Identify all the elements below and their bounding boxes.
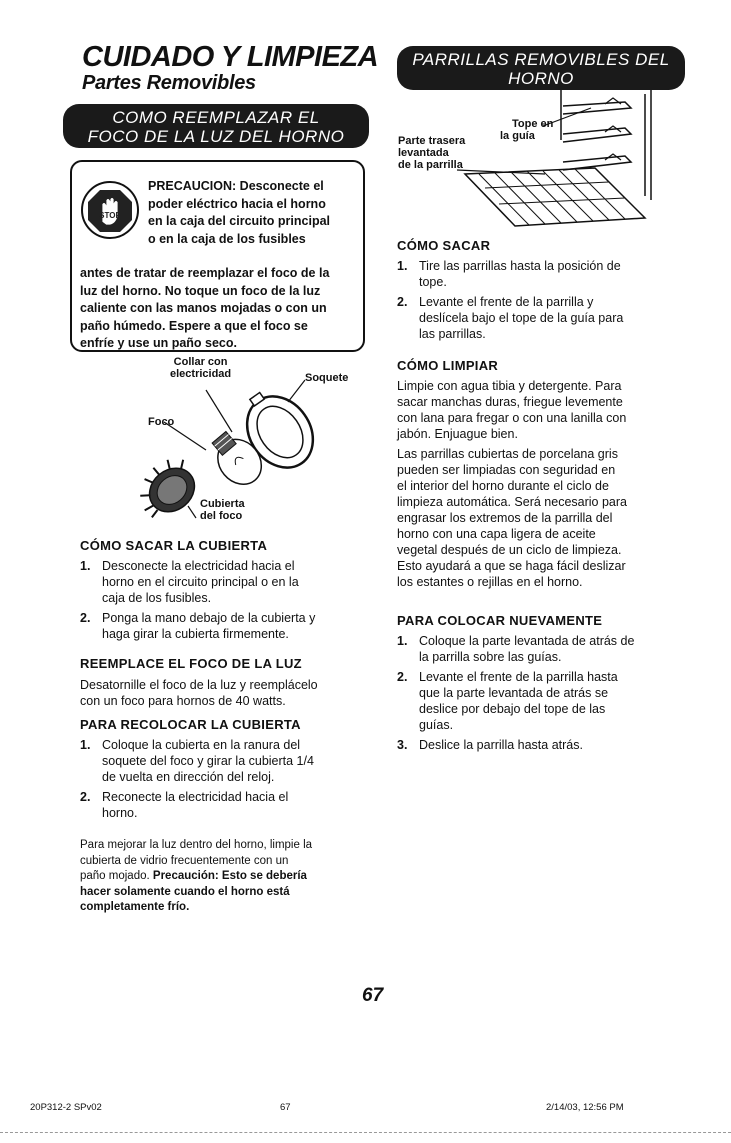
text-line: sacar manchas duras, friegue levemente: [397, 395, 623, 409]
label-line: levantada: [398, 147, 449, 159]
step-line: guías.: [419, 718, 454, 732]
step-line: Coloque la parte levantada de atrás de: [419, 634, 635, 648]
caution-line: paño húmedo. Espere a que el foco se: [80, 318, 308, 333]
list-item: [397, 294, 697, 342]
footer-divider: [0, 1132, 731, 1133]
replace-rack-heading: PARA COLOCAR NUEVAMENTE: [397, 613, 603, 628]
step-line: la parrilla sobre las guías.: [419, 650, 562, 664]
text-line: Desatornille el foco de la luz y reemplácelo: [80, 678, 318, 692]
text-line: jabón. Enjuague bien.: [397, 427, 518, 441]
clean-para-2: [397, 446, 707, 590]
step-line: que la parte levantada de atrás se: [419, 686, 609, 700]
text-line: con lana para fregar o con una lanilla con: [397, 411, 627, 425]
collar-label: [170, 356, 231, 380]
step-number: 1.: [80, 738, 91, 752]
step-number: 2.: [397, 295, 408, 309]
raised-back-label: [398, 135, 465, 171]
replace-cover-steps: [80, 737, 370, 825]
socket-label: Soquete: [305, 372, 349, 384]
banner-line: HORNO: [508, 69, 574, 88]
clean-rack-heading: CÓMO LIMPIAR: [397, 358, 499, 373]
text-line: con un foco para hornos de 40 watts.: [80, 694, 286, 708]
label-line: Collar con: [173, 356, 228, 368]
list-item: [80, 789, 370, 821]
label-line: Parte trasera: [398, 135, 466, 147]
caution-line: o en la caja de los fusibles: [148, 231, 306, 246]
caution-line: antes de tratar de reemplazar el foco de la: [80, 266, 330, 280]
caution-line: en la caja del circuito principal: [148, 214, 331, 228]
note-line: Para mejorar la luz dentro del horno, limpie la: [80, 839, 313, 851]
caution-line: enfríe y use un paño seco.: [80, 336, 237, 350]
text-line: el interior del horno durante el ciclo de: [397, 479, 609, 493]
step-line: Reconecte la electricidad hacia el: [102, 790, 289, 804]
step-line: Deslice la parrilla hasta atrás.: [419, 738, 583, 752]
banner-line: PARRILLAS REMOVIBLES DEL: [412, 50, 670, 69]
text-line: Limpie con agua tibia y detergente. Para: [397, 379, 622, 393]
remove-cover-heading: CÓMO SACAR LA CUBIERTA: [80, 538, 268, 553]
label-line: del foco: [200, 510, 243, 522]
step-line: horno.: [102, 806, 138, 820]
text-line: pueden ser limpiadas con seguridad en: [397, 463, 616, 477]
text-line: vegetal después de un ciclo de limpieza.: [397, 543, 622, 557]
caution-line: PRECAUCION: Desconecte el: [148, 179, 324, 193]
step-line: deslícela bajo el tope de la guía para: [419, 311, 624, 325]
text-line: Las parrillas cubiertas de porcelana gris: [397, 447, 618, 461]
caution-line: luz del horno. No toque un foco de la luz: [80, 283, 321, 298]
stop-sign-text: STOP: [99, 211, 121, 220]
caution-box: [70, 160, 365, 352]
list-item: [397, 737, 707, 753]
step-number: 1.: [80, 559, 91, 573]
replace-bulb-heading: REEMPLACE EL FOCO DE LA LUZ: [80, 656, 302, 671]
text-line: los estantes o rejillas en el horno.: [397, 575, 583, 589]
guide-stop-label: [500, 118, 553, 142]
replace-bulb-text: [80, 677, 375, 709]
note-line: hacer solamente cuando el horno está: [80, 885, 290, 898]
text-line: Esto ayudará a que se haga fácil deslizar: [397, 559, 626, 573]
page-title: CUIDADO Y LIMPIEZA: [82, 41, 379, 73]
list-item: [397, 669, 707, 733]
caution-line: poder eléctrico hacia el horno: [148, 196, 326, 211]
step-line: las parrillas.: [419, 327, 486, 341]
text-line: engrasar los extremos de la parrilla del: [397, 511, 613, 525]
label-line: la guía: [500, 130, 535, 142]
bulb-label: Foco: [148, 416, 175, 428]
caution-inline: Precaución: Esto se debería: [152, 870, 307, 882]
step-line: Desconecte la electricidad hacia el: [102, 559, 295, 573]
step-line: Levante el frente de la parrilla y: [419, 295, 594, 309]
step-line: deslice por debajo del tope de las: [419, 702, 606, 716]
step-line: soquete del foco y girar la cubierta 1/4: [102, 754, 314, 768]
stop-hand-icon: [80, 180, 140, 240]
label-line: electricidad: [170, 368, 232, 380]
step-line: haga girar la cubierta firmemente.: [102, 627, 289, 641]
list-item: [80, 558, 370, 606]
replace-cover-heading: PARA RECOLOCAR LA CUBIERTA: [80, 717, 301, 732]
step-number: 1.: [397, 259, 408, 273]
list-item: [80, 737, 370, 785]
clean-para-1: [397, 378, 707, 442]
footer-page: 67: [280, 1102, 291, 1113]
step-line: Coloque la cubierta en la ranura del: [102, 738, 301, 752]
banner-line: COMO REEMPLAZAR EL: [112, 108, 320, 127]
step-number: 2.: [397, 670, 408, 684]
step-number: 2.: [80, 611, 91, 625]
remove-cover-steps: [80, 558, 370, 646]
racks-section-banner: [397, 46, 685, 90]
label-line: Cubierta: [200, 498, 245, 510]
banner-line: FOCO DE LA LUZ DEL HORNO: [87, 127, 345, 146]
footer-timestamp: 2/14/03, 12:56 PM: [546, 1102, 624, 1113]
cleaning-note: [80, 838, 375, 916]
note-text: paño mojado.: [80, 870, 150, 882]
step-line: tope.: [419, 275, 447, 289]
step-line: horno en el circuito principal o en la: [102, 575, 299, 589]
remove-rack-heading: CÓMO SACAR: [397, 238, 491, 253]
step-number: 2.: [80, 790, 91, 804]
cover-label: [200, 498, 245, 522]
step-line: de vuelta en dirección del reloj.: [102, 770, 275, 784]
list-item: [80, 610, 370, 642]
note-line: cubierta de vidrio frecuentemente con un: [80, 854, 289, 867]
label-line: Tope en: [512, 118, 554, 130]
text-line: horno con una capa ligera de aceite: [397, 527, 596, 541]
step-line: Tire las parrillas hasta la posición de: [419, 259, 621, 273]
text-line: limpieza automática. Será necesario para: [397, 495, 627, 509]
step-line: caja de los fusibles.: [102, 591, 212, 605]
remove-rack-steps: [397, 258, 697, 346]
bulb-section-banner: [63, 104, 369, 148]
step-line: Ponga la mano debajo de la cubierta y: [102, 611, 316, 625]
page-subtitle: Partes Removibles: [82, 72, 256, 94]
label-line: de la parrilla: [398, 159, 463, 171]
list-item: [397, 633, 707, 665]
note-line: [80, 869, 375, 885]
step-number: 3.: [397, 738, 408, 752]
page-number: 67: [362, 985, 384, 1006]
step-line: Levante el frente de la parrilla hasta: [419, 670, 618, 684]
note-line: completamente frío.: [80, 901, 190, 913]
caution-line: caliente con las manos mojadas o con un: [80, 301, 327, 315]
list-item: [397, 258, 697, 290]
step-number: 1.: [397, 634, 408, 648]
footer-doc-code: 20P312-2 SPv02: [30, 1102, 102, 1113]
replace-rack-steps: [397, 633, 707, 757]
